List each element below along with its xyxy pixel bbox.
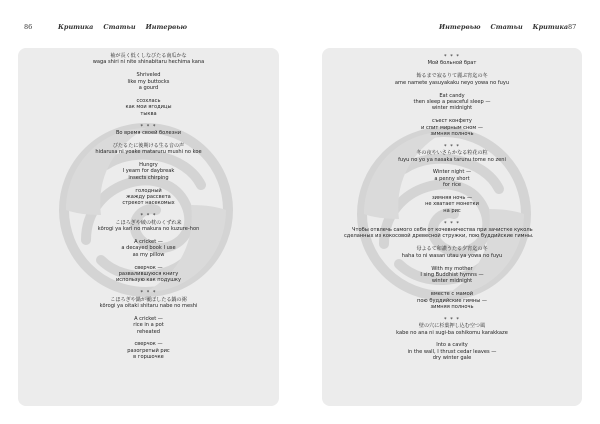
poem-line: зимняя полночь	[430, 130, 474, 137]
stanza-gap	[18, 117, 279, 124]
page-number: 87	[568, 23, 577, 31]
stanza-gap	[18, 181, 279, 188]
poem-line: не хватает монетки	[425, 201, 479, 208]
stanza-gap	[18, 156, 279, 163]
poem-line: a penny short	[434, 175, 470, 182]
stanza	[322, 246, 582, 259]
stanza-gap	[18, 232, 279, 239]
poem-line: kōrogi ya oitaki shitaru nabe no meshi	[99, 302, 198, 309]
poem-line: развалившуюся книгу	[118, 270, 179, 277]
poem-line: A cricket —	[134, 315, 163, 322]
stanza-gap	[322, 86, 582, 93]
prose-note: Чтобы отвлечь самого себя от кочевничества при зачистке куколь сделанных из кокосовой древесной стружки, пою буддийские гимны.	[344, 227, 534, 240]
poem-line: then sleep a peaceful sleep —	[413, 98, 491, 105]
poem-line: I yearn for daybreak	[122, 168, 175, 175]
poem-line: kōrogi ya kari no makura no kuzure-hon	[97, 226, 200, 233]
section-link[interactable]: Интервью	[439, 23, 481, 31]
section-divider: * * *	[444, 316, 460, 323]
stanza	[322, 291, 582, 310]
poem-line: Shriveled	[136, 72, 161, 79]
poem-line: 母よるて和讃うたる夕宵迄の冬	[416, 246, 488, 253]
section-link[interactable]: Статьи	[490, 23, 523, 31]
poem-line: like my buttocks	[127, 78, 170, 85]
stanza-gap	[18, 258, 279, 265]
stanza	[322, 169, 582, 188]
stanza	[18, 188, 279, 207]
poem-line: жажду рассвета	[126, 194, 171, 201]
poem-line: сверчок —	[134, 341, 163, 348]
stanza	[18, 72, 279, 91]
stanza-gap	[322, 259, 582, 266]
poem-line: I sing Buddhist hymns —	[420, 271, 484, 278]
poem-line: и спит мирным сном —	[421, 124, 483, 131]
poem-line: Eat candy	[439, 92, 465, 99]
stanza-group	[322, 246, 582, 361]
stanza-gap	[18, 207, 279, 214]
poem-line: использую как подушку	[115, 277, 182, 284]
poem-line: Во время своей болезни	[115, 129, 182, 136]
stanza	[322, 73, 582, 86]
poem-line: a decayed book I use	[121, 245, 176, 252]
stanza	[18, 239, 279, 258]
stanza-gap	[18, 66, 279, 73]
poem-line: winter midnight	[431, 105, 473, 112]
poem-line: вместе с мамой	[430, 291, 474, 298]
poem-line: With my mother	[431, 265, 473, 272]
section-nav	[439, 23, 568, 31]
stanza	[18, 265, 279, 284]
poem-line: hidarusa ni yoake mataruru mushi no koe	[95, 149, 202, 156]
stanza-gap	[322, 112, 582, 119]
poem-line: Winter night —	[432, 169, 472, 176]
poem-line: Мой больной брат	[427, 60, 477, 67]
section-link[interactable]: Статьи	[103, 23, 136, 31]
poem-line: a gourd	[138, 84, 159, 91]
stanza	[322, 54, 582, 67]
stanza-gap	[18, 136, 279, 143]
poem-line: на рис	[443, 207, 461, 214]
section-link[interactable]: Интервью	[145, 23, 188, 31]
poem-line: fuyu no yo ya nasaka tarunu tome no zeni	[398, 156, 506, 163]
stanza	[18, 98, 279, 117]
stanza-gap	[322, 310, 582, 317]
poem-line: 冬の夜やいさらかなる粒花の粒	[416, 150, 488, 157]
poem-line: びたるたに後期ける生る音の声	[112, 142, 185, 149]
poem-line: стрекот насекомых	[122, 200, 175, 207]
section-divider: * * *	[140, 290, 157, 297]
poem-line: Into a cavity	[436, 342, 468, 349]
section-divider: * * *	[444, 143, 460, 150]
content-panel	[18, 48, 279, 406]
stanza	[18, 213, 279, 232]
stanza	[322, 317, 582, 336]
poem-line: 袖が長く低くしなびたる南瓜かな	[110, 53, 187, 59]
poem-line: сверчок —	[134, 264, 163, 271]
poem-line: for rice	[442, 182, 462, 189]
right-header	[300, 14, 600, 31]
stanza-gap	[322, 214, 582, 221]
stanza	[322, 93, 582, 112]
poem-line: A cricket —	[134, 238, 163, 245]
stanza	[18, 53, 279, 66]
section-divider: * * *	[444, 220, 460, 227]
section-link[interactable]: Критика	[58, 23, 94, 31]
poem-line: 飴るまで寂るりて麗ぷ宵迄の冬	[416, 73, 488, 80]
stanza	[18, 290, 279, 309]
stanza	[18, 124, 279, 137]
poem-line: съест конфету	[432, 118, 472, 125]
poem-line: тыква	[140, 110, 157, 117]
poem-line: Hungry	[139, 162, 158, 169]
stanza	[322, 144, 582, 163]
left-header	[0, 14, 300, 31]
poem-column	[18, 53, 279, 361]
stanza-gap	[18, 309, 279, 316]
stanza	[18, 341, 279, 360]
stanza-gap	[18, 284, 279, 291]
poem-line: ссохлась	[136, 97, 161, 104]
stanza	[322, 118, 582, 137]
stanza-gap	[18, 335, 279, 342]
poem-line: зимняя полночь	[430, 303, 474, 310]
poem-line: insects chirping	[128, 174, 169, 181]
stanza-gap	[322, 163, 582, 170]
poem-line: as my pillow	[132, 251, 165, 258]
section-divider: * * *	[140, 213, 157, 220]
stanza-gap	[322, 188, 582, 195]
poem-line: как мои ягодицы	[125, 104, 172, 111]
stanza	[322, 195, 582, 214]
poem-column	[322, 54, 582, 362]
stanza	[18, 143, 279, 156]
poem-line: dry winter gale	[432, 355, 472, 362]
poem-line: зимняя ночь —	[431, 195, 473, 202]
poem-line: kabe no ana ni sugi-ba oshikomu karakkaze	[396, 329, 508, 336]
poem-line: winter midnight	[431, 278, 473, 285]
poem-line: in the wall, I thrust cedar leaves —	[407, 348, 497, 355]
stanza	[322, 266, 582, 285]
poem-line: rice in a pot	[133, 322, 164, 329]
poem-line: reheated	[137, 328, 160, 335]
page-number: 86	[24, 23, 33, 31]
stanza	[18, 162, 279, 181]
poem-line: こほろぎや鍋が覆ぼしたる鍋の粥	[110, 296, 187, 303]
poem-line: разогретый рис	[127, 347, 170, 354]
poem-line: waga shiri ni nite shinabitaru hechima kana	[92, 59, 205, 66]
section-divider: * * *	[140, 123, 157, 130]
stanza-gap	[18, 91, 279, 98]
poem-line: ame namete yasuyakaku neyo yowa no fuyu	[394, 79, 510, 86]
stanza-gap	[322, 137, 582, 144]
poem-line: голодный	[135, 187, 162, 194]
poem-line: こほろぎや破の枕のくずれ来	[115, 219, 182, 226]
poem-line: пою буддийские гимны —	[416, 297, 487, 304]
poem-line: haha to ni wasan utau ya yowa no fuyu	[401, 252, 503, 259]
stanza	[322, 342, 582, 361]
section-link[interactable]: Критика	[532, 23, 569, 31]
section-divider: * * *	[444, 54, 460, 60]
poem-line: 壁の穴に杉葉押し込む空つ風	[418, 323, 486, 330]
section-nav	[58, 23, 187, 31]
stanza	[18, 316, 279, 335]
poem-line: в горшочке	[133, 354, 164, 361]
content-panel	[322, 48, 582, 406]
stanza-gap	[322, 336, 582, 343]
